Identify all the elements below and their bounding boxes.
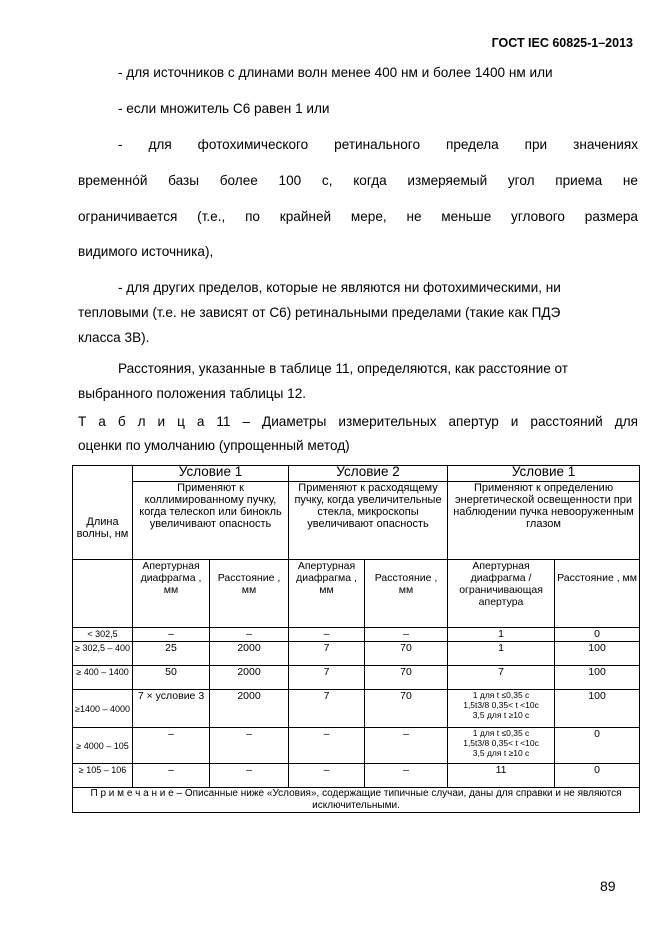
formula-line: 3,5 для t ≥10 с bbox=[472, 748, 530, 758]
condition1-desc: Применяют к коллимированному пучку, когда телескоп или бинокль увеличивают опасность bbox=[133, 482, 289, 560]
formula-line: 1 для t ≤0,35 с bbox=[472, 690, 530, 700]
formula-line: 1 для t ≤0,35 с bbox=[472, 728, 530, 738]
wavelength-cell: ≥ 400 – 1400 bbox=[73, 666, 133, 690]
paragraph-line: выбранного положения таблицы 12. bbox=[78, 386, 307, 401]
wavelength-header: Длина волны, нм bbox=[73, 466, 133, 560]
table-cell: – bbox=[289, 764, 365, 788]
table-cell: 70 bbox=[365, 666, 448, 690]
distance-header: Расстояние , мм bbox=[210, 560, 289, 628]
distance-header: Расстояние , мм bbox=[365, 560, 448, 628]
table-cell: 7 bbox=[289, 666, 365, 690]
condition3-title: Условие 1 bbox=[448, 466, 640, 482]
paragraph-line: тепловыми (т.е. не зависят от C6) ретинальными пределами (такие как ПДЭ bbox=[78, 305, 561, 320]
table-cell: 100 bbox=[555, 690, 640, 728]
paragraph-line: ограничивается (т.е., по крайней мере, не меньше углового размера bbox=[78, 209, 638, 224]
table-cell: – bbox=[365, 628, 448, 642]
table-note: П р и м е ч а н и е – Описанные ниже «Условия», содержащие типичные случаи, даны для справки и не являются исключительными. bbox=[73, 788, 640, 813]
aperture3-header: Апертурная диафрагма / ограничивающая апертура bbox=[448, 560, 555, 628]
paragraph-line: - для источников с длинами волн менее 400 нм и более 1400 нм или bbox=[118, 65, 553, 80]
condition1-title: Условие 1 bbox=[133, 466, 289, 482]
condition3-desc: Применяют к определению энергетической освещенности при наблюдении пучка невооруженным глазом bbox=[448, 482, 640, 560]
table-cell: – bbox=[210, 628, 289, 642]
table-cell: – bbox=[365, 764, 448, 788]
apertures-table bbox=[72, 465, 640, 813]
table-cell: 7 bbox=[448, 666, 555, 690]
table-cell: 7 × условие 3 bbox=[133, 690, 210, 728]
table-cell: 11 bbox=[448, 764, 555, 788]
table-cell: – bbox=[289, 728, 365, 764]
table-cell: 2000 bbox=[210, 666, 289, 690]
table-cell: 0 bbox=[555, 728, 640, 764]
condition2-title: Условие 2 bbox=[289, 466, 448, 482]
table-cell: 0 bbox=[555, 628, 640, 642]
table-cell: – bbox=[133, 628, 210, 642]
empty-cell bbox=[73, 560, 133, 628]
table-cell: 100 bbox=[555, 666, 640, 690]
table-cell: – bbox=[133, 728, 210, 764]
table-cell: – bbox=[210, 728, 289, 764]
formula-line: 3,5 для t ≥10 с bbox=[472, 710, 530, 720]
table-cell: 2000 bbox=[210, 642, 289, 666]
table-cell bbox=[448, 690, 555, 728]
paragraph-line: временнóй базы более 100 с, когда измеряемый угол приема не bbox=[78, 173, 638, 188]
table-cell: – bbox=[289, 628, 365, 642]
table-cell: – bbox=[133, 764, 210, 788]
aperture-header: Апертурная диафрагма , мм bbox=[133, 560, 210, 628]
table-cell bbox=[448, 728, 555, 764]
paragraph-line: видимого источника), bbox=[78, 244, 214, 259]
condition2-desc: Применяют к расходящему пучку, когда увеличительные стекла, микроскопы увеличивают опасность bbox=[289, 482, 448, 560]
wavelength-cell: ≥ 105 – 106 bbox=[73, 764, 133, 788]
table-cell: 25 bbox=[133, 642, 210, 666]
wavelength-cell: ≥1400 – 4000 bbox=[73, 690, 133, 728]
page-number: 89 bbox=[600, 878, 616, 894]
table-cell: 70 bbox=[365, 690, 448, 728]
document-header: ГОСТ IEC 60825-1–2013 bbox=[491, 36, 633, 50]
formula-line: 1,5t3/8 0,35< t <10с bbox=[463, 738, 539, 748]
table-cell: – bbox=[210, 764, 289, 788]
table-cell: 70 bbox=[365, 642, 448, 666]
table-cell: 7 bbox=[289, 642, 365, 666]
table-cell: 1 bbox=[448, 642, 555, 666]
paragraph-line: - для фотохимического ретинального предела при значениях bbox=[118, 137, 638, 152]
table-cell: 100 bbox=[555, 642, 640, 666]
wavelength-cell: < 302,5 bbox=[73, 628, 133, 642]
distance-header: Расстояние , мм bbox=[555, 560, 640, 628]
aperture-header: Апертурная диафрагма , мм bbox=[289, 560, 365, 628]
wavelength-cell: ≥ 302,5 – 400 bbox=[73, 642, 133, 666]
paragraph-line: - если множитель C6 равен 1 или bbox=[118, 101, 330, 116]
table-cell: 7 bbox=[289, 690, 365, 728]
wavelength-cell: ≥ 4000 – 105 bbox=[73, 728, 133, 764]
table-cell: 2000 bbox=[210, 690, 289, 728]
table-caption: Т а б л и ц а 11 – Диаметры измерительных апертур и расстояний для bbox=[78, 414, 638, 429]
table-cell: – bbox=[365, 728, 448, 764]
paragraph-line: Расстояния, указанные в таблице 11, определяются, как расстояние от bbox=[118, 361, 569, 376]
paragraph-line: класса 3В). bbox=[78, 330, 150, 345]
table-cell: 50 bbox=[133, 666, 210, 690]
table-cell: 0 bbox=[555, 764, 640, 788]
table-caption: оценки по умолчанию (упрощенный метод) bbox=[78, 438, 350, 453]
table-cell: 1 bbox=[448, 628, 555, 642]
paragraph-line: - для других пределов, которые не являются ни фотохимическими, ни bbox=[118, 280, 561, 295]
formula-line: 1,5t3/8 0,35< t <10с bbox=[463, 700, 539, 710]
